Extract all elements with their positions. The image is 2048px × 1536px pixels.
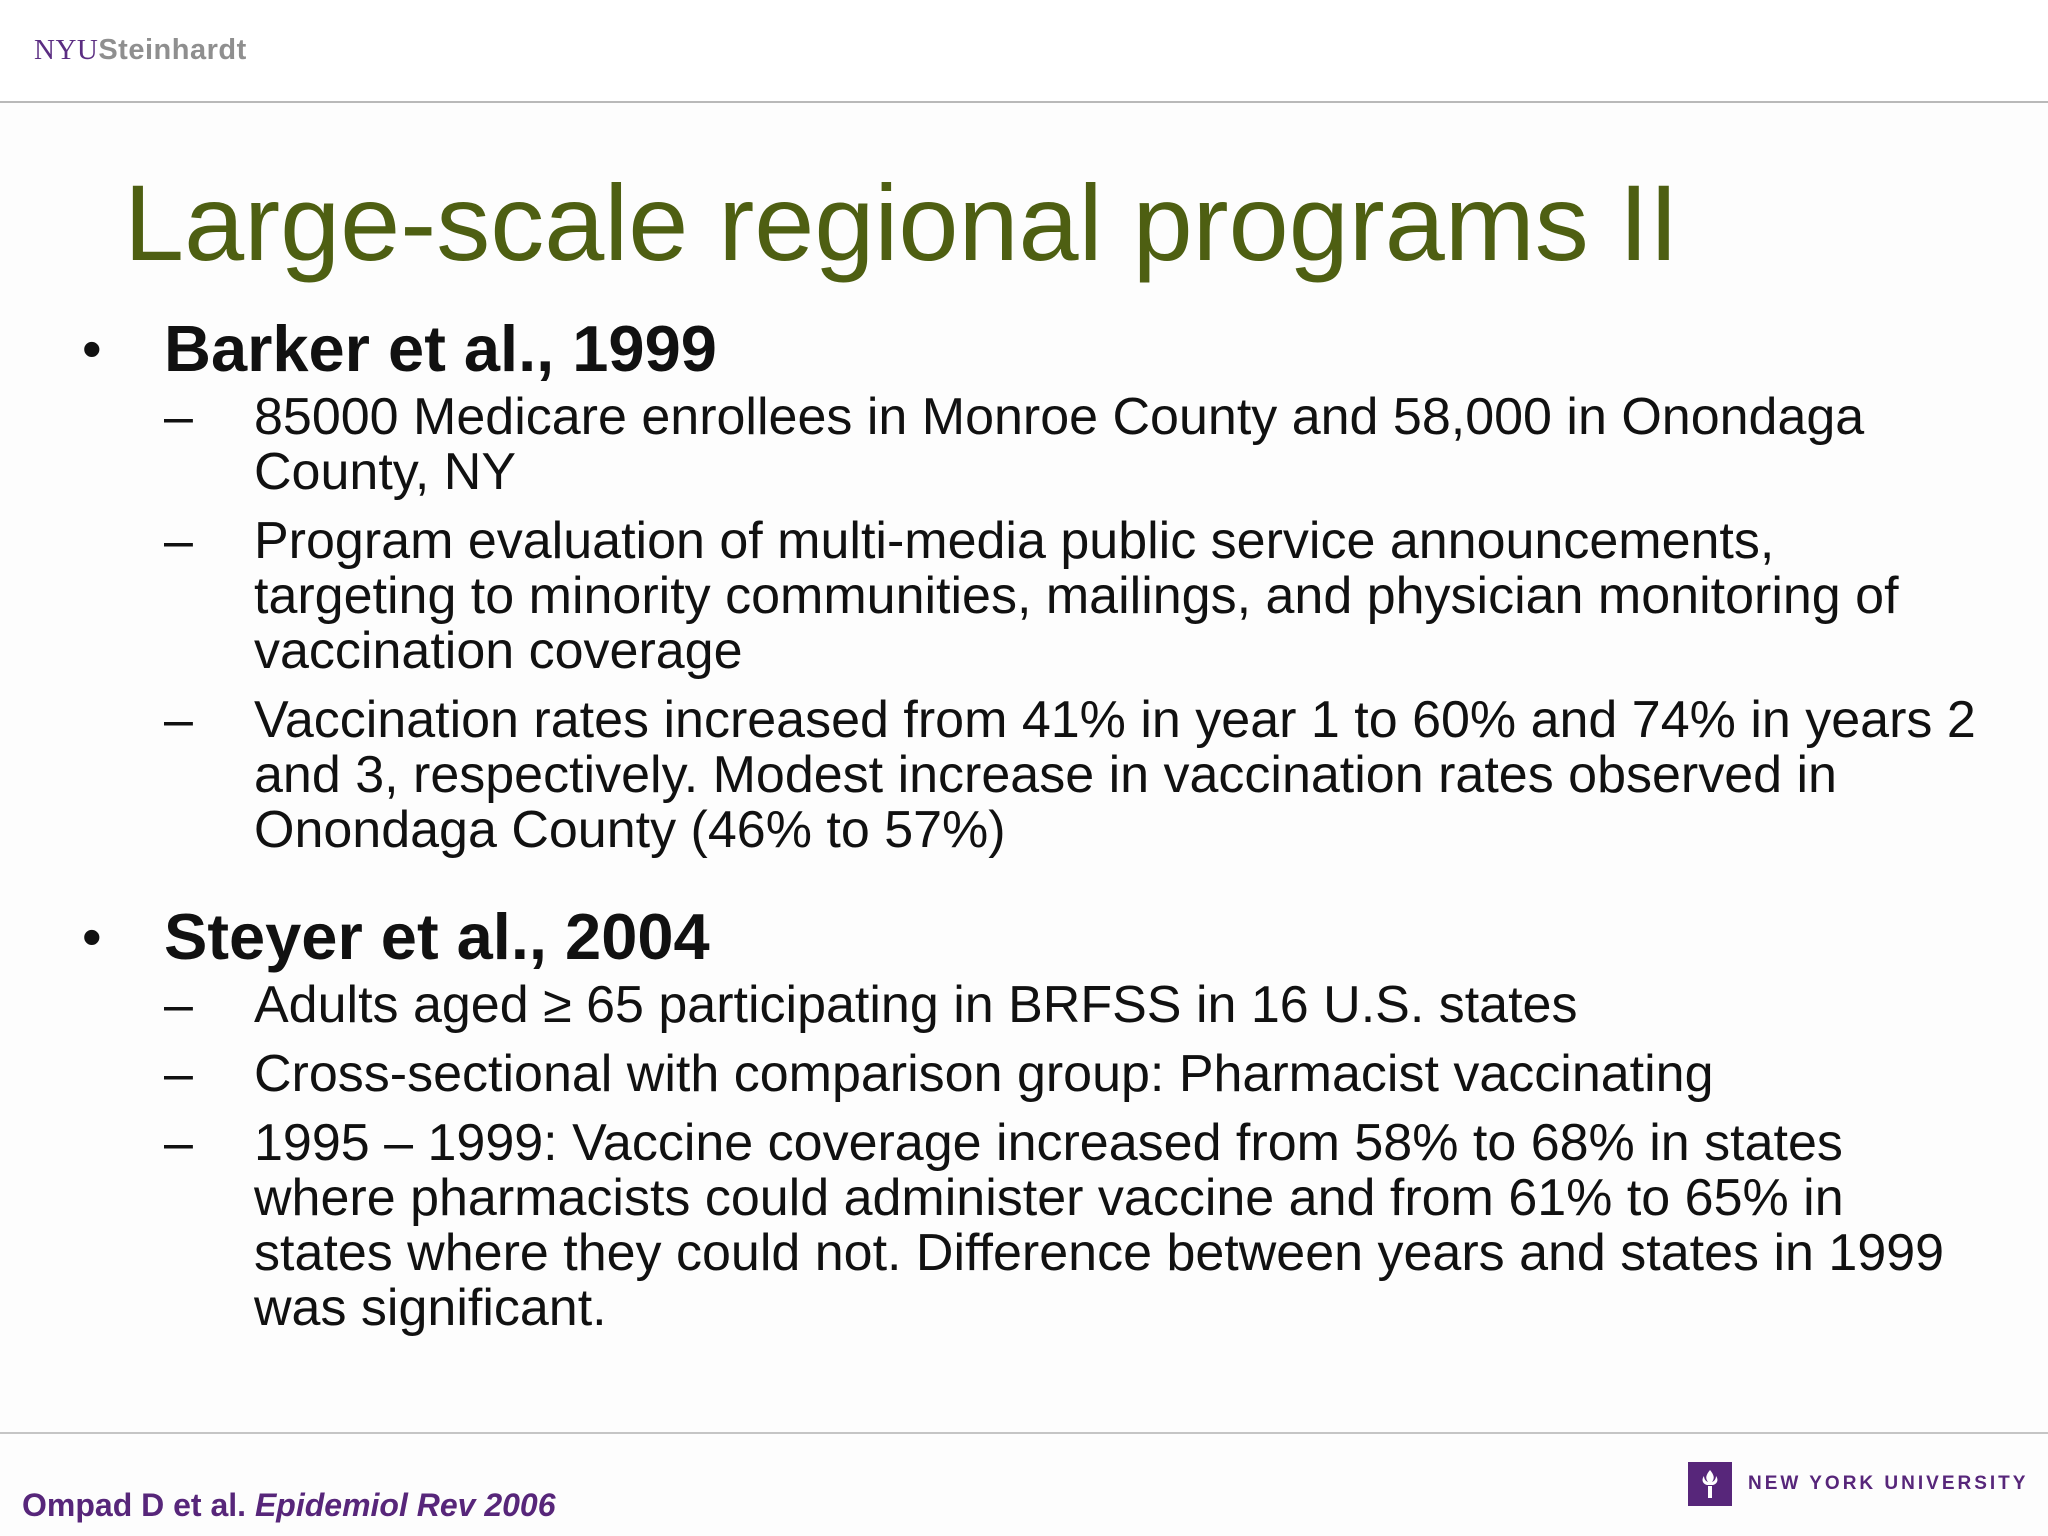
list-item (164, 976, 1982, 1034)
citation-author: Ompad D et al. (22, 1487, 247, 1523)
sub-bullet-list (164, 390, 1982, 858)
nyu-steinhardt-logo (34, 34, 247, 66)
bullet-icon: • (82, 317, 102, 380)
dash-icon: – (164, 691, 193, 749)
section-barker (82, 312, 1982, 858)
citation (22, 1485, 556, 1525)
slide-title: Large-scale regional programs II (124, 162, 1679, 283)
list-item-text: Program evaluation of multi-media public service announcements, targeting to minority communities, mailings, and physician monitoring of vaccination coverage (254, 512, 1899, 680)
list-item-text: 85000 Medicare enrollees in Monroe County and 58,000 in Onondaga County, NY (254, 388, 1865, 501)
brand-primary: NYU (34, 34, 99, 66)
section-steyer (82, 900, 1982, 1336)
nyu-logo-text: NEW YORK UNIVERSITY (1748, 1473, 2029, 1494)
dash-icon: – (164, 388, 193, 446)
list-item-text: 1995 – 1999: Vaccine coverage increased from 58% to 68% in states where pharmacists could administer vaccine and from 61% to 65% in states where they could not. Difference between years and states in 1999 was significant. (254, 1114, 1945, 1337)
sub-bullet-list (164, 978, 1982, 1336)
slide-header (0, 0, 2048, 103)
footer-divider (0, 1432, 2048, 1434)
dash-icon: – (164, 1114, 193, 1172)
list-item (164, 691, 1982, 859)
section-heading: Barker et al., 1999 (164, 312, 717, 385)
section-heading: Steyer et al., 2004 (164, 900, 710, 973)
dash-icon: – (164, 512, 193, 570)
citation-journal: Epidemiol Rev 2006 (254, 1487, 556, 1523)
list-item (164, 1114, 1982, 1337)
nyu-logo (1688, 1462, 2028, 1506)
list-item (164, 388, 1982, 501)
list-item-text: Cross-sectional with comparison group: Pharmacist vaccinating (254, 1045, 1714, 1103)
torch-icon (1688, 1462, 1732, 1506)
dash-icon: – (164, 976, 193, 1034)
list-item (164, 1045, 1982, 1103)
bullet-icon: • (82, 905, 102, 968)
dash-icon: – (164, 1045, 193, 1103)
list-item-text: Adults aged ≥ 65 participating in BRFSS in 16 U.S. states (254, 976, 1578, 1034)
list-item-text: Vaccination rates increased from 41% in year 1 to 60% and 74% in years 2 and 3, respectively. Modest increase in vaccination rates observed in Onondaga County (46% to 57%) (254, 691, 1976, 859)
brand-secondary: Steinhardt (98, 34, 247, 66)
slide-content (82, 312, 1982, 1350)
list-item (164, 512, 1982, 680)
